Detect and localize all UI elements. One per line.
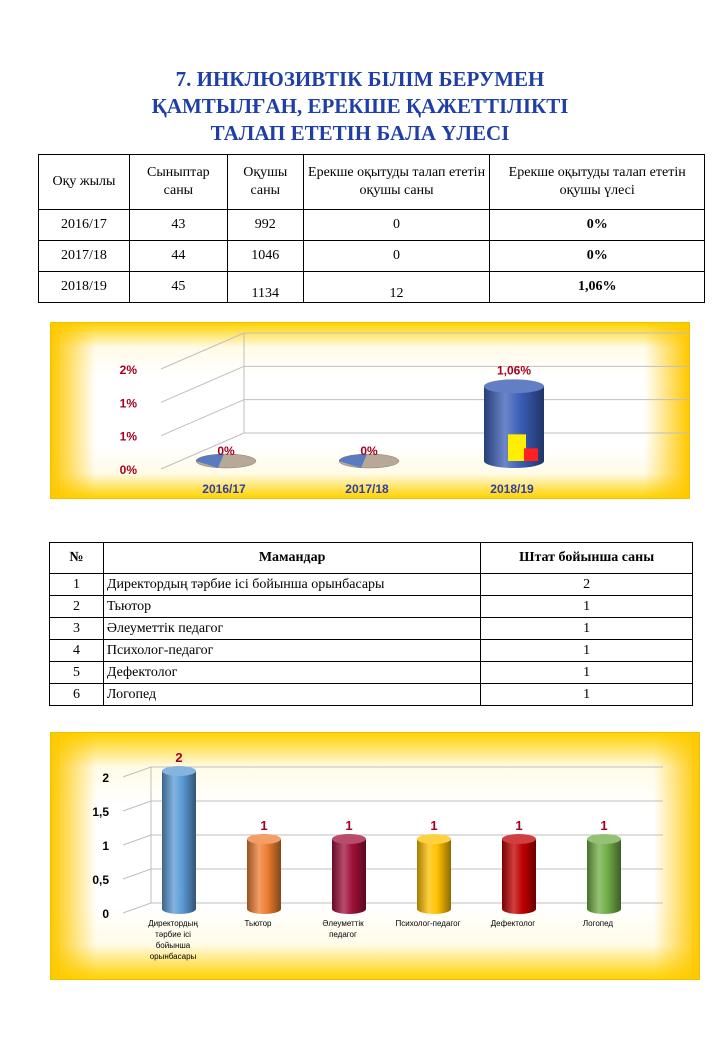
staff-chart — [50, 732, 700, 980]
bar-top — [332, 834, 366, 844]
staff-table-header — [50, 543, 693, 574]
y-tick-label: 0 — [102, 907, 109, 921]
bar-top — [247, 834, 281, 844]
cell-specialist: Директордың тәрбие ісі бойынша орынбасары — [103, 574, 480, 596]
cell-classes: 43 — [129, 210, 227, 241]
cell-year: 2017/18 — [39, 241, 130, 272]
header-year: Оқу жылы — [39, 155, 130, 210]
cell-number: 6 — [50, 684, 104, 706]
gridline-depth — [123, 903, 151, 913]
x-tick-label: 2017/18 — [345, 482, 389, 496]
cell-special-count: 0 — [303, 241, 490, 272]
header-special-count: Ерекше оқытуды талап ететін оқушы саны — [303, 155, 490, 210]
cell-special-share: 0% — [490, 210, 705, 241]
data-label: 1 — [260, 818, 268, 833]
data-label: 1,06% — [496, 363, 532, 378]
x-tick-label: Тьютор — [244, 919, 272, 928]
y-tick-label: 0% — [119, 463, 137, 477]
table-row — [39, 241, 705, 272]
cell-number: 3 — [50, 618, 104, 640]
data-label: 0% — [217, 444, 235, 458]
gridline-depth — [123, 767, 151, 777]
x-tick-label: Әлеуметтік педагог — [322, 919, 364, 939]
x-tick-label: Психолог-педагог — [395, 919, 461, 928]
bar — [162, 771, 196, 914]
cell-count: 1 — [481, 662, 693, 684]
cell-number: 5 — [50, 662, 104, 684]
table-row — [50, 596, 693, 618]
students-table-header — [39, 155, 705, 210]
share-chart-svg — [51, 323, 689, 498]
table-row — [39, 210, 705, 241]
table-row — [50, 618, 693, 640]
title-line-1: 7. ИНКЛЮЗИВТІК БІЛІМ БЕРУМЕН — [175, 67, 545, 91]
data-label: 1 — [515, 818, 523, 833]
staff-chart-svg — [51, 733, 699, 979]
header-number: № — [50, 543, 104, 574]
bar-highlight — [508, 434, 526, 461]
cell-year: 2016/17 — [39, 210, 130, 241]
header-staff-count: Штат бойынша саны — [481, 543, 693, 574]
y-tick-label: 1% — [119, 429, 137, 444]
cell-students: 1134 — [227, 272, 303, 303]
cell-students: 1046 — [227, 241, 303, 272]
x-tick-label: Директордың тәрбие ісі бойынша орынбасары — [148, 919, 198, 961]
cell-count: 1 — [481, 684, 693, 706]
cell-number: 2 — [50, 596, 104, 618]
bar-top — [587, 834, 621, 844]
gridline-depth — [161, 400, 244, 436]
data-label: 2 — [175, 750, 183, 765]
bar-top — [162, 766, 196, 776]
cell-year: 2018/19 — [39, 272, 130, 303]
cell-special-count: 0 — [303, 210, 490, 241]
gridline-depth — [161, 333, 244, 369]
bar — [417, 839, 451, 914]
bar-top — [417, 834, 451, 844]
y-tick-label: 2% — [119, 363, 137, 377]
y-tick-label: 1% — [119, 396, 137, 411]
cell-specialist: Психолог-педагог — [103, 640, 480, 662]
table-row — [50, 574, 693, 596]
cell-count: 1 — [481, 640, 693, 662]
bar — [332, 839, 366, 914]
data-label: 1 — [430, 818, 438, 833]
data-label: 0% — [360, 444, 378, 458]
header-classes: Сыныптар саны — [129, 155, 227, 210]
x-tick-label: Логопед — [582, 919, 614, 928]
cell-specialist: Логопед — [103, 684, 480, 706]
staff-table — [49, 542, 693, 706]
y-tick-label: 1,5 — [92, 805, 109, 819]
gridline-depth — [161, 366, 244, 402]
cell-count: 2 — [481, 574, 693, 596]
cell-classes: 44 — [129, 241, 227, 272]
title-line-3: ТАЛАП ЕТЕТІН БАЛА ҮЛЕСІ — [210, 121, 510, 145]
header-special-share: Ерекше оқытуды талап ететін оқушы үлесі — [490, 155, 705, 210]
cell-count: 1 — [481, 618, 693, 640]
bar — [587, 839, 621, 914]
cell-special-share: 1,06% — [490, 272, 705, 303]
cell-special-count: 12 — [303, 272, 490, 303]
cell-classes: 45 — [129, 272, 227, 303]
table-row — [50, 640, 693, 662]
bar-top — [484, 379, 544, 393]
bar — [502, 839, 536, 914]
cell-students: 992 — [227, 210, 303, 241]
x-tick-label: Дефектолог — [490, 919, 536, 928]
cell-special-share: 0% — [490, 241, 705, 272]
gridline-depth — [123, 835, 151, 845]
gridline-depth — [123, 869, 151, 879]
page-title — [0, 66, 720, 147]
x-tick-label: 2016/17 — [202, 482, 246, 496]
cell-count: 1 — [481, 596, 693, 618]
data-label: 1 — [600, 818, 608, 833]
header-students: Оқушы саны — [227, 155, 303, 210]
cell-specialist: Әлеуметтік педагог — [103, 618, 480, 640]
share-chart — [50, 322, 690, 499]
cell-specialist: Тьютор — [103, 596, 480, 618]
table-row — [39, 272, 705, 303]
y-tick-label: 1 — [102, 839, 109, 853]
y-tick-label: 2 — [102, 771, 109, 785]
header-specialists: Мамандар — [103, 543, 480, 574]
cell-specialist: Дефектолог — [103, 662, 480, 684]
bar-highlight — [524, 448, 538, 461]
bar — [247, 839, 281, 914]
table-row — [50, 662, 693, 684]
table-row — [50, 684, 693, 706]
gridline-depth — [123, 801, 151, 811]
data-label: 1 — [345, 818, 353, 833]
cell-number: 1 — [50, 574, 104, 596]
title-line-2: ҚАМТЫЛҒАН, ЕРЕКШЕ ҚАЖЕТТІЛІКТІ — [151, 94, 569, 118]
cell-number: 4 — [50, 640, 104, 662]
y-tick-label: 0,5 — [92, 873, 109, 887]
x-tick-label: 2018/19 — [490, 482, 534, 496]
students-table — [38, 154, 705, 303]
bar-top — [502, 834, 536, 844]
